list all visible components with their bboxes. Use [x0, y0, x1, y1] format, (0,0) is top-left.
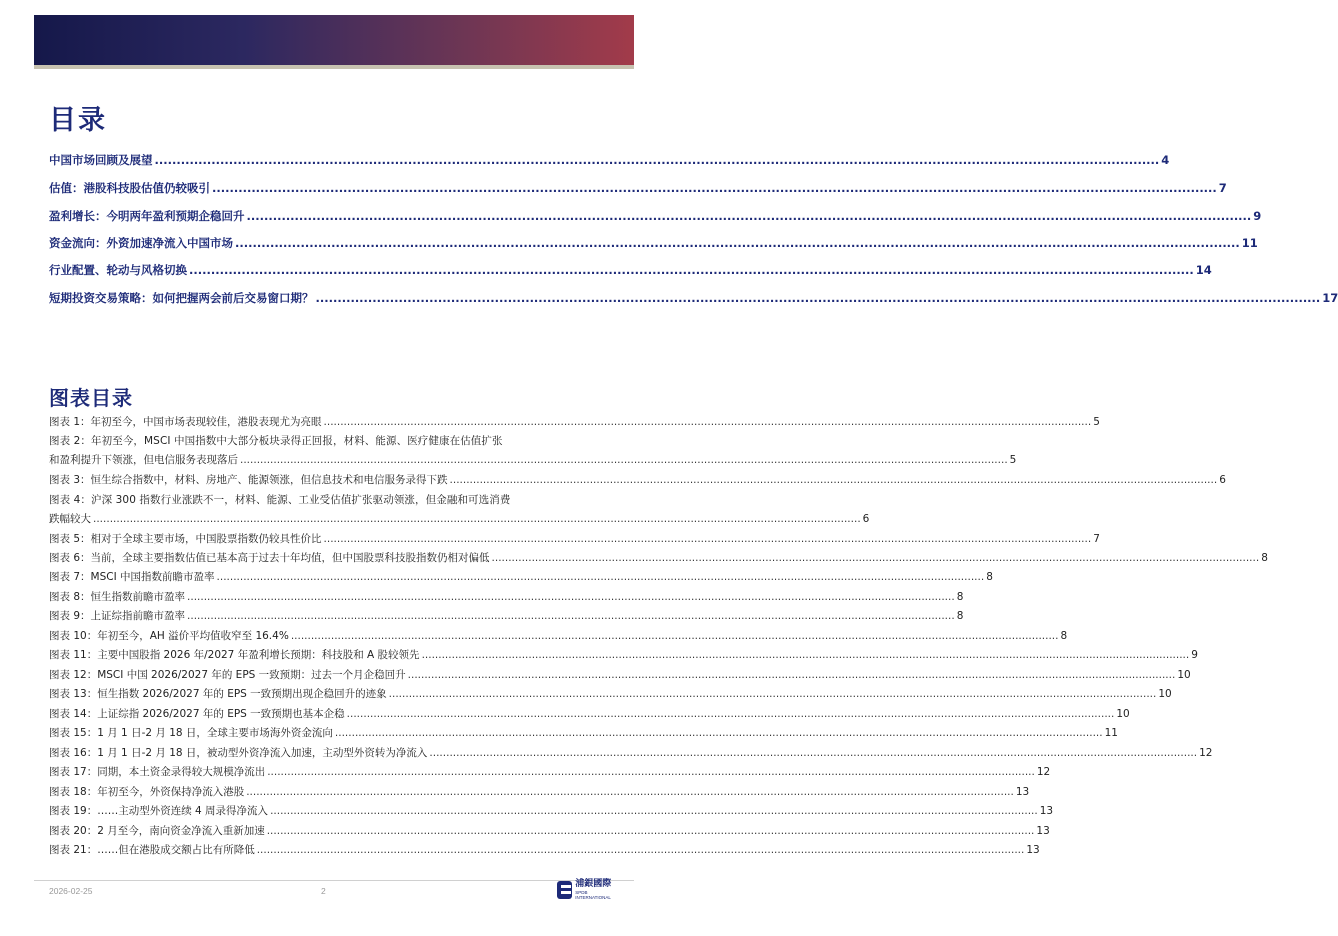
figure-entry-title: 图表 19：……主动型外资连续 4 周录得净流入: [49, 805, 269, 817]
figure-entry-title: 图表 10：年初至今，AH 溢价平均值收窄至 16.4%: [49, 630, 289, 642]
figure-entry-17[interactable]: [49, 762, 1051, 780]
figure-entry-page: 8: [956, 610, 964, 622]
dot-leader: ......................................................................................................................................................................................................................................: [323, 533, 1092, 545]
figure-entry-title: 图表 20：2 月至今，南向资金净流入重新加速: [49, 825, 265, 837]
figure-entry-7[interactable]: [49, 567, 993, 585]
figure-entry-16[interactable]: [49, 743, 1213, 761]
toc-entry-page: 11: [1241, 236, 1258, 250]
dot-leader: ......................................................................................................................................................................................................................................: [246, 209, 1252, 223]
figure-entry-title: 图表 21：……但在港股成交额占比有所降低: [49, 844, 255, 856]
dot-leader: ......................................................................................................................................................................................................................................: [256, 844, 1025, 856]
header-stripe: [34, 65, 634, 69]
dot-leader: ......................................................................................................................................................................................................................................: [270, 805, 1038, 817]
dot-leader: ......................................................................................................................................................................................................................................: [187, 610, 955, 622]
figure-entry-title: 图表 3：恒生综合指数中，材料、房地产、能源领涨，但信息技术和电信服务录得下跌: [49, 474, 448, 486]
footer-date: 2026-02-25: [49, 886, 93, 896]
figure-entry-title: 图表 13：恒生指数 2026/2027 年的 EPS 一致预期出现企稳回升的迹象: [49, 688, 387, 700]
toc-entry-title: 资金流向：外资加速净流入中国市场: [49, 236, 233, 250]
figure-entry-title: 图表 17：同期，本土资金录得较大规模净流出: [49, 766, 266, 778]
figure-entry-title: 和盈利提升下领涨，但电信服务表现落后: [49, 454, 238, 466]
figure-entry-page: 13: [1015, 786, 1030, 798]
figure-entry-9[interactable]: [49, 606, 964, 624]
toc-entry-page: 9: [1253, 209, 1262, 223]
figure-entry-page: 8: [1261, 552, 1268, 564]
figure-entry-4-line1[interactable]: 图表 4：沪深 300 指数行业涨跌不一，材料、能源、工业受估值扩张驱动领涨，但金融和可选消费: [49, 494, 511, 506]
dot-leader: ......................................................................................................................................................................................................................................: [290, 630, 1059, 642]
figure-entry-page: 10: [1158, 688, 1172, 700]
dot-leader: ......................................................................................................................................................................................................................................: [235, 236, 1240, 250]
figure-entry-title: 图表 7：MSCI 中国指数前瞻市盈率: [49, 571, 215, 583]
figure-entry-page: 12: [1036, 766, 1051, 778]
logo-name-cn: 浦銀國際: [575, 879, 612, 889]
figure-entry-title: 图表 15：1 月 1 日-2 月 18 日，全球主要市场海外资金流向: [49, 727, 333, 739]
figure-entry-title: 图表 14：上证综指 2026/2027 年的 EPS 一致预期也基本企稳: [49, 708, 345, 720]
toc-entry-title: 盈利增长：今明两年盈利预期企稳回升: [49, 209, 245, 223]
logo-text: [575, 880, 617, 900]
toc-heading: 目录: [49, 105, 107, 136]
figure-entry-8[interactable]: [49, 587, 964, 605]
figure-entry-page: 8: [956, 591, 964, 603]
toc-entry-page: 4: [1161, 153, 1170, 167]
figure-entry-title: 图表 6：当前，全球主要指数估值已基本高于过去十年均值，但中国股票科技股指数仍相对偏低: [49, 552, 490, 564]
figure-entry-title: 图表 5：相对于全球主要市场，中国股票指数仍较具性价比: [49, 533, 322, 545]
dot-leader: ......................................................................................................................................................................................................................................: [267, 766, 1035, 778]
logo-icon: [557, 881, 572, 899]
toc-entry-6[interactable]: [49, 288, 1338, 306]
dot-leader: ......................................................................................................................................................................................................................................: [93, 513, 861, 525]
toc-entry-page: 7: [1218, 181, 1227, 195]
figure-entry-page: 12: [1199, 747, 1213, 759]
figure-entry-1[interactable]: [49, 412, 1100, 430]
figure-entry-title: 图表 9：上证综指前瞻市盈率: [49, 610, 186, 622]
figure-entry-6[interactable]: [49, 548, 1268, 566]
figure-entry-12[interactable]: [49, 665, 1191, 683]
footer-divider: [34, 880, 634, 881]
dot-leader: ......................................................................................................................................................................................................................................: [187, 591, 955, 603]
header-banner: [34, 15, 634, 65]
figure-entry-10[interactable]: [49, 626, 1068, 644]
dot-leader: ......................................................................................................................................................................................................................................: [491, 552, 1260, 564]
figure-entry-3[interactable]: [49, 470, 1226, 488]
figure-entry-15[interactable]: [49, 723, 1118, 741]
figure-entry-page: 6: [862, 513, 870, 525]
figure-entry-title: 图表 8：恒生指数前瞻市盈率: [49, 591, 186, 603]
dot-leader: ......................................................................................................................................................................................................................................: [346, 708, 1115, 720]
dot-leader: ......................................................................................................................................................................................................................................: [154, 153, 1160, 167]
figure-entry-title: 图表 12：MSCI 中国 2026/2027 年的 EPS 一致预期：过去一个月企稳回升: [49, 669, 406, 681]
figure-entry-title: 图表 16：1 月 1 日-2 月 18 日，被动型外资净流入加速，主动型外资转为净流入: [49, 747, 428, 759]
footer-page-number: 2: [321, 886, 326, 896]
company-logo: [557, 879, 617, 901]
figure-entry-14[interactable]: [49, 704, 1130, 722]
figure-entry-page: 10: [1116, 708, 1130, 720]
figure-entry-page: 5: [1093, 416, 1100, 428]
figure-entry-title: 图表 1：年初至今，中国市场表现较佳，港股表现尤为亮眼: [49, 416, 322, 428]
figure-entry-page: 13: [1036, 825, 1050, 837]
figure-entry-page: 7: [1093, 533, 1100, 545]
toc-entry-1[interactable]: [49, 150, 1170, 168]
dot-leader: ......................................................................................................................................................................................................................................: [429, 747, 1198, 759]
figure-entry-2[interactable]: [49, 450, 1017, 468]
figure-entry-13[interactable]: [49, 684, 1172, 702]
toc-entry-2[interactable]: [49, 178, 1227, 196]
dot-leader: ......................................................................................................................................................................................................................................: [421, 649, 1190, 661]
figure-entry-title: 图表 11：主要中国股指 2026 年/2027 年盈利增长预期：科技股和 A 股较领先: [49, 649, 420, 661]
figure-entry-21[interactable]: [49, 840, 1040, 858]
figure-entry-title: 图表 18：年初至今，外资保持净流入港股: [49, 786, 245, 798]
toc-entry-page: 14: [1195, 263, 1212, 277]
figure-entry-page: 6: [1219, 474, 1226, 486]
toc-entry-title: 中国市场回顾及展望: [49, 153, 153, 167]
figure-entry-18[interactable]: [49, 782, 1030, 800]
toc-entry-title: 估值：港股科技股估值仍较吸引: [49, 181, 210, 195]
dot-leader: ......................................................................................................................................................................................................................................: [449, 474, 1218, 486]
dot-leader: ......................................................................................................................................................................................................................................: [388, 688, 1157, 700]
figure-entry-page: 11: [1104, 727, 1118, 739]
dot-leader: ......................................................................................................................................................................................................................................: [216, 571, 985, 583]
figure-entry-2-line1[interactable]: 图表 2：年初至今，MSCI 中国指数中大部分板块录得正回报，材料、能源、医疗健康在估值扩张: [49, 435, 503, 447]
toc-entry-4[interactable]: [49, 233, 1258, 251]
toc-entry-3[interactable]: [49, 206, 1262, 224]
figure-entry-page: 10: [1177, 669, 1191, 681]
dot-leader: ......................................................................................................................................................................................................................................: [246, 786, 1014, 798]
toc-entry-title: 短期投资交易策略：如何把握两会前后交易窗口期？: [49, 291, 314, 305]
figure-entry-page: 8: [1060, 630, 1068, 642]
figure-entry-page: 13: [1026, 844, 1040, 856]
toc-entry-title: 行业配置、轮动与风格切换: [49, 263, 187, 277]
dot-leader: ......................................................................................................................................................................................................................................: [266, 825, 1035, 837]
figure-entry-4[interactable]: [49, 509, 870, 527]
figure-entry-page: 5: [1009, 454, 1017, 466]
figure-entry-11[interactable]: [49, 645, 1198, 663]
dot-leader: ......................................................................................................................................................................................................................................: [315, 291, 1321, 305]
figure-entry-page: 8: [986, 571, 993, 583]
toc-entry-page: 17: [1322, 291, 1338, 305]
figure-entry-page: 9: [1191, 649, 1198, 661]
figure-entry-5[interactable]: [49, 529, 1100, 547]
dot-leader: ......................................................................................................................................................................................................................................: [407, 669, 1176, 681]
logo-name-en: SPDB INTERNATIONAL: [575, 890, 611, 900]
figure-entry-19[interactable]: [49, 801, 1054, 819]
dot-leader: ......................................................................................................................................................................................................................................: [323, 416, 1092, 428]
figure-toc-heading: 图表目录: [49, 386, 133, 410]
dot-leader: ......................................................................................................................................................................................................................................: [240, 454, 1008, 466]
dot-leader: ......................................................................................................................................................................................................................................: [334, 727, 1103, 739]
figure-entry-page: 13: [1039, 805, 1054, 817]
figure-entry-title: 跌幅较大: [49, 513, 91, 525]
dot-leader: ......................................................................................................................................................................................................................................: [189, 263, 1194, 277]
dot-leader: ......................................................................................................................................................................................................................................: [212, 181, 1217, 195]
figure-entry-20[interactable]: [49, 821, 1050, 839]
toc-entry-5[interactable]: [49, 260, 1212, 278]
